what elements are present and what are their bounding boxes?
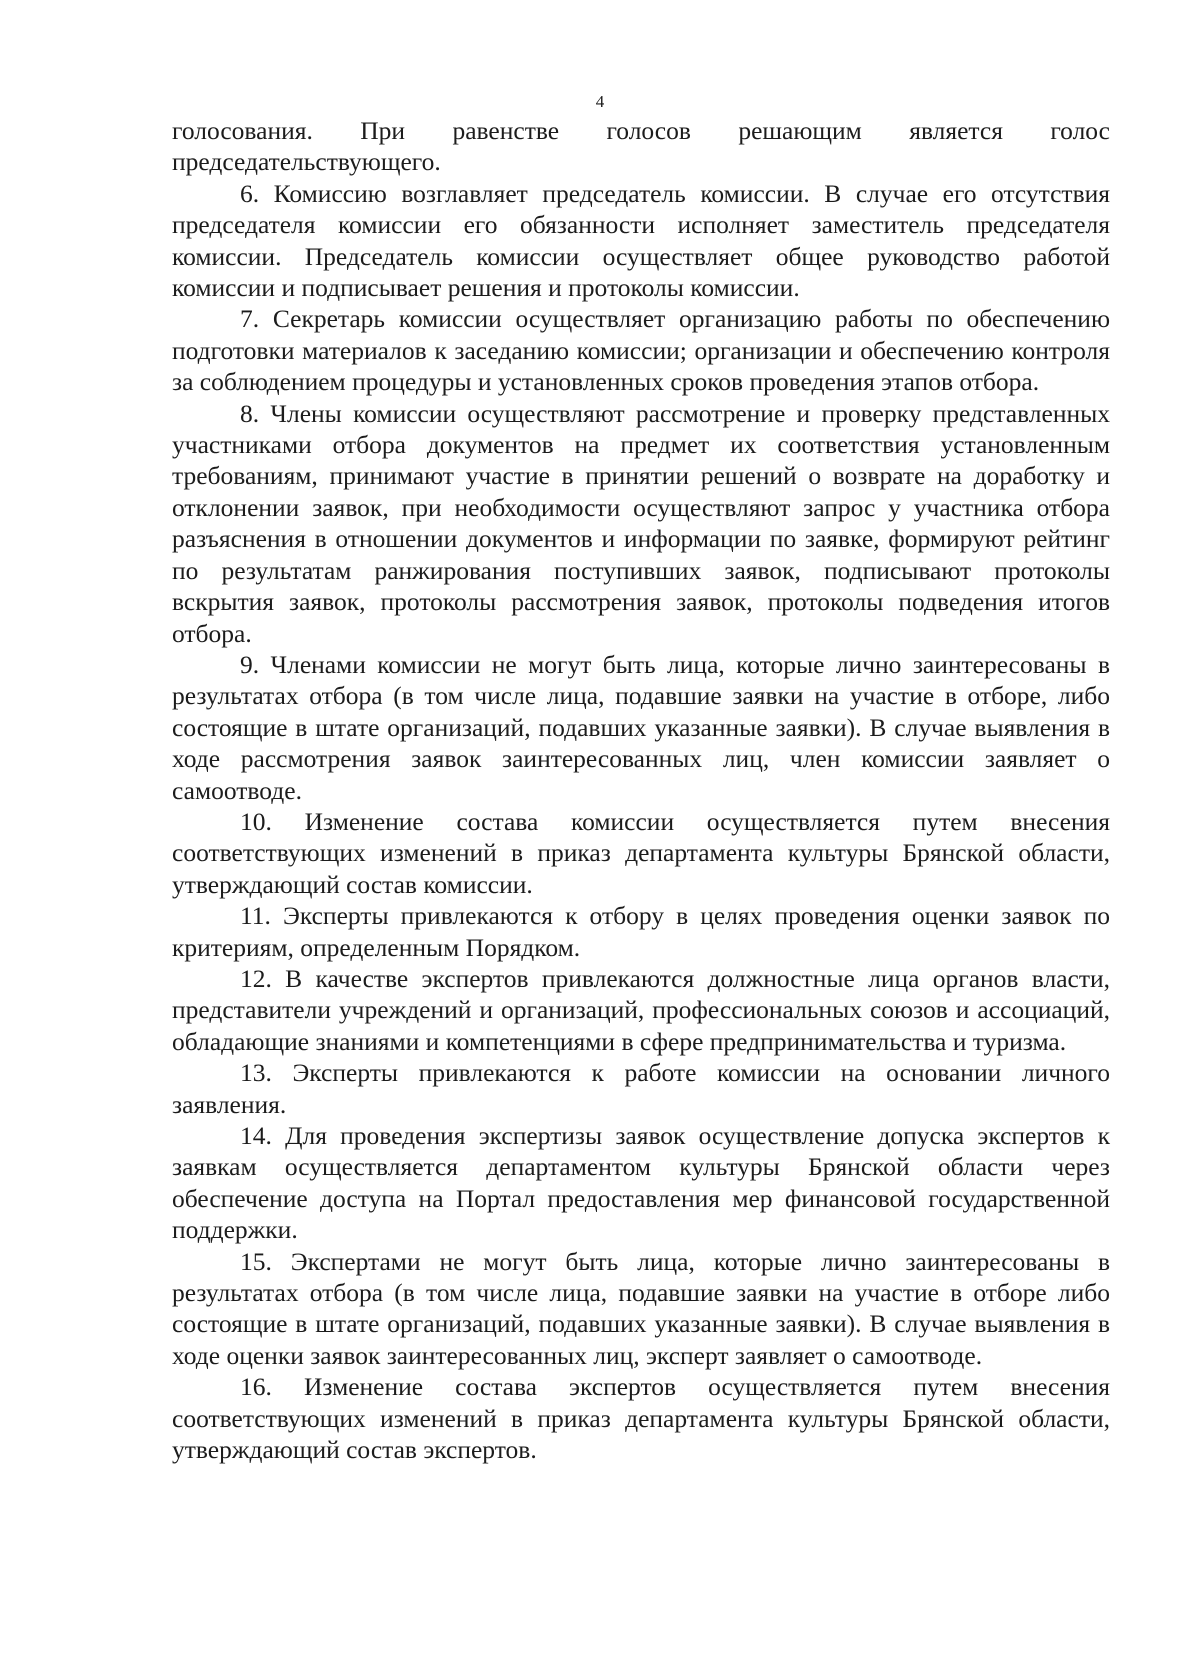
paragraph-7: 7. Секретарь комиссии осуществляет организацию работы по обеспечению подготовки материалов к заседанию комиссии; организации и обеспечению контроля за соблюдением процедуры и установленных сроков проведения этапов отбора. — [172, 304, 1110, 397]
paragraph-14: 14. Для проведения экспертизы заявок осуществление допуска экспертов к заявкам осуществляется департаментом культуры Брянской области через обеспечение доступа на Портал предоставления мер финансовой государственной поддержки. — [172, 1121, 1110, 1245]
paragraph-13: 13. Эксперты привлекаются к работе комиссии на основании личного заявления. — [172, 1058, 1110, 1119]
paragraph-8: 8. Члены комиссии осуществляют рассмотрение и проверку представленных участниками отбора документов на предмет их соответствия установленным требованиям, принимают участие в принятии решений о возврате на доработку и отклонении заявок, при необходимости осуществляют запрос у участника отбора разъяснения в отношении документов и информации по заявке, формируют рейтинг по результатам ранжирования поступивших заявок, подписывают протоколы вскрытия заявок, протоколы рассмотрения заявок, протоколы подведения итогов отбора. — [172, 398, 1110, 648]
paragraph-6: 6. Комиссию возглавляет председатель комиссии. В случае его отсутствия председателя комиссии его обязанности исполняет заместитель председателя комиссии. Председатель комиссии осуществляет общее руководство работой комиссии и подписывает решения и протоколы комиссии. — [172, 178, 1110, 303]
page-number: 4 — [595, 92, 605, 111]
paragraph-10: 10. Изменение состава комиссии осуществляется путем внесения соответствующих изменений в приказ департамента культуры Брянской области, утверждающий состав комиссии. — [172, 806, 1110, 899]
document-body — [172, 115, 1110, 1465]
paragraph-continued: голосования. При равенстве голосов решающим является голос председательствующего. — [172, 116, 1110, 177]
paragraph-9: 9. Членами комиссии не могут быть лица, которые лично заинтересованы в результатах отбора (в том числе лица, подавшие заявки на участие в отборе, либо состоящие в штате организаций, подавших указанные заявки). В случае выявления в ходе рассмотрения заявок заинтересованных лиц, член комиссии заявляет о самоотводе. — [172, 649, 1110, 805]
paragraph-16: 16. Изменение состава экспертов осуществляется путем внесения соответствующих изменений в приказ департамента культуры Брянской области, утверждающий состав экспертов. — [172, 1372, 1110, 1465]
paragraph-11: 11. Эксперты привлекаются к отбору в целях проведения оценки заявок по критериям, определенным Порядком. — [172, 901, 1110, 962]
paragraph-15: 15. Экспертами не могут быть лица, которые лично заинтересованы в результатах отбора (в том числе лица, подавшие заявки на участие в отборе либо состоящие в штате организаций, подавших указанные заявки). В случае выявления в ходе оценки заявок заинтересованных лиц, эксперт заявляет о самоотводе. — [172, 1246, 1110, 1370]
paragraph-12: 12. В качестве экспертов привлекаются должностные лица органов власти, представители учреждений и организаций, профессиональных союзов и ассоциаций, обладающие знаниями и компетенциями в сфере предпринимательства и туризма. — [172, 963, 1110, 1056]
